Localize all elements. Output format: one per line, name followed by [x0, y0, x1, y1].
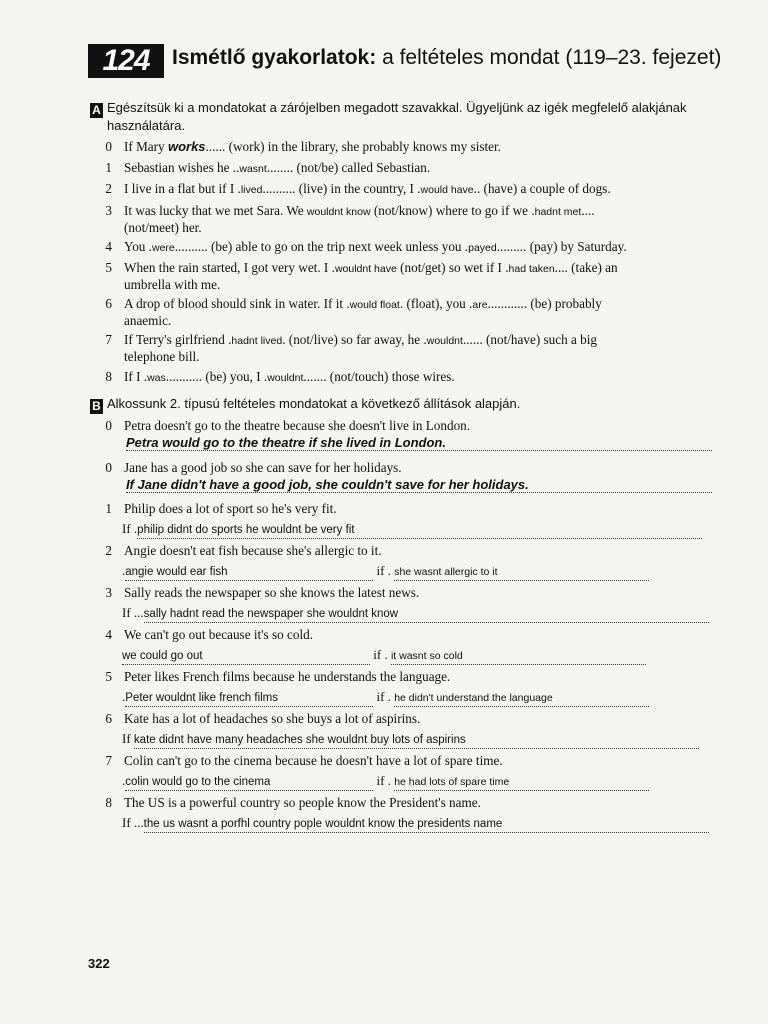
- answer-line: .colin would go to the cinema if . he had lots of spare time: [122, 773, 649, 791]
- item-text: If Mary works...... (work) in the library, she probably knows my sister.: [124, 139, 501, 154]
- answer-fill-2[interactable]: he had lots of spare time: [394, 776, 510, 788]
- answer-fill[interactable]: kate didnt have many headaches she wouldnt buy lots of aspirins: [133, 734, 466, 746]
- answer-fill[interactable]: philip didnt do sports he wouldnt be very fit: [137, 524, 355, 536]
- section-b-instruction: [90, 396, 520, 414]
- answer-fill-2[interactable]: it wasnt so cold: [390, 650, 463, 662]
- item-text: If I .was........... (be) you, I .wouldnt....... (not/touch) those wires.: [124, 369, 455, 384]
- item-number: 6: [105, 711, 112, 726]
- answer-fill[interactable]: would float: [349, 299, 400, 311]
- item-question: Peter likes French films because he understands the language.: [124, 669, 451, 684]
- title-rest: a feltételes mondat (119–23. fejezet): [376, 46, 722, 69]
- item-question: Colin can't go to the cinema because he doesn't have a lot of spare time.: [124, 753, 503, 768]
- item-number: 2: [105, 543, 112, 558]
- answer-fill-2[interactable]: hadnt met: [534, 206, 582, 218]
- item-text: Sebastian wishes he ..wasnt........ (not/be) called Sebastian.: [124, 160, 431, 175]
- answer-fill[interactable]: was: [147, 372, 166, 384]
- answer-fill-2[interactable]: are: [472, 299, 488, 311]
- item-text: It was lucky that we met Sara. We wouldnt know (not/know) where to go if we .hadnt met.... (not/meet) her.: [124, 203, 595, 235]
- item-number: 5: [105, 260, 112, 275]
- item-number: 0: [105, 460, 112, 475]
- answer-fill-2[interactable]: he didn't understand the language: [394, 692, 553, 704]
- item-number: 3: [105, 203, 112, 218]
- item-text: If Terry's girlfriend .hadnt lived. (not/live) so far away, he .wouldnt...... (not/have) such a big telephone bill.: [124, 332, 597, 364]
- item-question: Kate has a lot of headaches so she buys a lot of aspirins.: [124, 711, 421, 726]
- item-number: 4: [105, 239, 112, 254]
- item-text: A drop of blood should sink in water. If it .would float. (float), you .are............ (be) probably anaemic.: [124, 296, 602, 328]
- answer-line: we could go out if . it wasnt so cold: [122, 647, 646, 665]
- instruction-b: Alkossunk 2. típusú feltételes mondatokat a következő állítások alapján.: [107, 396, 521, 411]
- section-b-letter: B: [90, 399, 103, 414]
- item-number: 1: [105, 501, 112, 516]
- item-text: When the rain started, I got very wet. I .wouldnt have (not/get) so wet if I .had taken.... (take) an umbrella with me.: [124, 260, 618, 292]
- page-number: 322: [88, 956, 110, 971]
- answer-fill[interactable]: sally hadnt read the newspaper she wouldnt know: [143, 608, 399, 620]
- answer-fill[interactable]: hadnt lived: [231, 335, 283, 347]
- answer-fill[interactable]: Peter wouldnt like french films: [125, 692, 279, 704]
- answer-line: If ...sally hadnt read the newspaper she wouldnt know: [122, 605, 709, 623]
- answer-fill-2[interactable]: wouldnt: [426, 335, 463, 347]
- answer-line: If .philip didnt do sports he wouldnt be very fit: [122, 521, 702, 539]
- answer-fill[interactable]: angie would ear fish: [125, 566, 228, 578]
- answer-line: If kate didnt have many headaches she wouldnt buy lots of aspirins: [122, 731, 699, 749]
- answer-fill-2[interactable]: wouldnt: [267, 372, 304, 384]
- answer-fill[interactable]: lived: [240, 184, 263, 196]
- item-text: I live in a flat but if I .lived.......... (live) in the country, I .would have.. (have) a couple of dogs.: [124, 181, 611, 196]
- answer-fill[interactable]: were: [151, 242, 175, 254]
- answer-fill[interactable]: wouldnt know: [306, 206, 371, 218]
- item-question: Jane has a good job so she can save for her holidays.: [124, 460, 402, 475]
- item-number: 2: [105, 181, 112, 196]
- instruction-line-1: Egészítsük ki a mondatokat a zárójelben megadott szavakkal. Ügyeljünk az igék megfelelő alakjának: [107, 100, 687, 115]
- item-question: We can't go out because it's so cold.: [124, 627, 313, 642]
- answer-fill-2[interactable]: she wasnt allergic to it: [394, 566, 498, 578]
- answer-fill-2[interactable]: had taken: [508, 263, 555, 275]
- answer-fill[interactable]: wasnt: [239, 163, 267, 175]
- item-number: 7: [105, 332, 112, 347]
- example-answer: If Jane didn't have a good job, she couldn't save for her holidays.: [126, 477, 712, 493]
- item-number: 4: [105, 627, 112, 642]
- answer-line: .angie would ear fish if . she wasnt allergic to it: [122, 563, 649, 581]
- item-question: Sally reads the newspaper so she knows the latest news.: [124, 585, 420, 600]
- answer-fill[interactable]: colin would go to the cinema: [125, 776, 271, 788]
- item-number: 8: [105, 369, 112, 384]
- item-question: Angie doesn't eat fish because she's allergic to it.: [124, 543, 382, 558]
- section-a-letter: A: [90, 103, 103, 118]
- item-question: The US is a powerful country so people know the President's name.: [124, 795, 481, 810]
- instruction-line-2: használatára.: [107, 118, 186, 133]
- answer-line: If ...the us wasnt a porfhl country pople wouldnt know the presidents name: [122, 815, 709, 833]
- answer-fill[interactable]: the us wasnt a porfhl country pople wouldnt know the presidents name: [143, 818, 503, 830]
- answer-fill-2[interactable]: payed: [468, 242, 497, 254]
- item-number: 0: [105, 139, 112, 154]
- item-number: 0: [105, 418, 112, 433]
- item-question: Petra doesn't go to the theatre because she doesn't live in London.: [124, 418, 471, 433]
- section-a-instruction: [90, 100, 730, 134]
- item-text: You .were.......... (be) able to go on the trip next week unless you .payed......... (pay) by Saturday.: [124, 239, 627, 254]
- item-question: Philip does a lot of sport so he's very fit.: [124, 501, 337, 516]
- title-bold: Ismétlő gyakorlatok:: [172, 46, 377, 69]
- item-number: 7: [105, 753, 112, 768]
- page-title: [172, 46, 721, 70]
- item-number: 6: [105, 296, 112, 311]
- item-number: 1: [105, 160, 112, 175]
- item-number: 5: [105, 669, 112, 684]
- answer-fill[interactable]: we could go out: [122, 650, 203, 662]
- unit-number-badge: 124: [88, 44, 164, 78]
- item-number: 3: [105, 585, 112, 600]
- item-number: 8: [105, 795, 112, 810]
- answer-fill[interactable]: wouldnt have: [334, 263, 397, 275]
- example-answer: Petra would go to the theatre if she lived in London.: [126, 435, 712, 451]
- answer-fill-2[interactable]: would have: [420, 184, 474, 196]
- answer-line: .Peter wouldnt like french films if . he didn't understand the language: [122, 689, 649, 707]
- answer-fill[interactable]: works: [167, 139, 206, 154]
